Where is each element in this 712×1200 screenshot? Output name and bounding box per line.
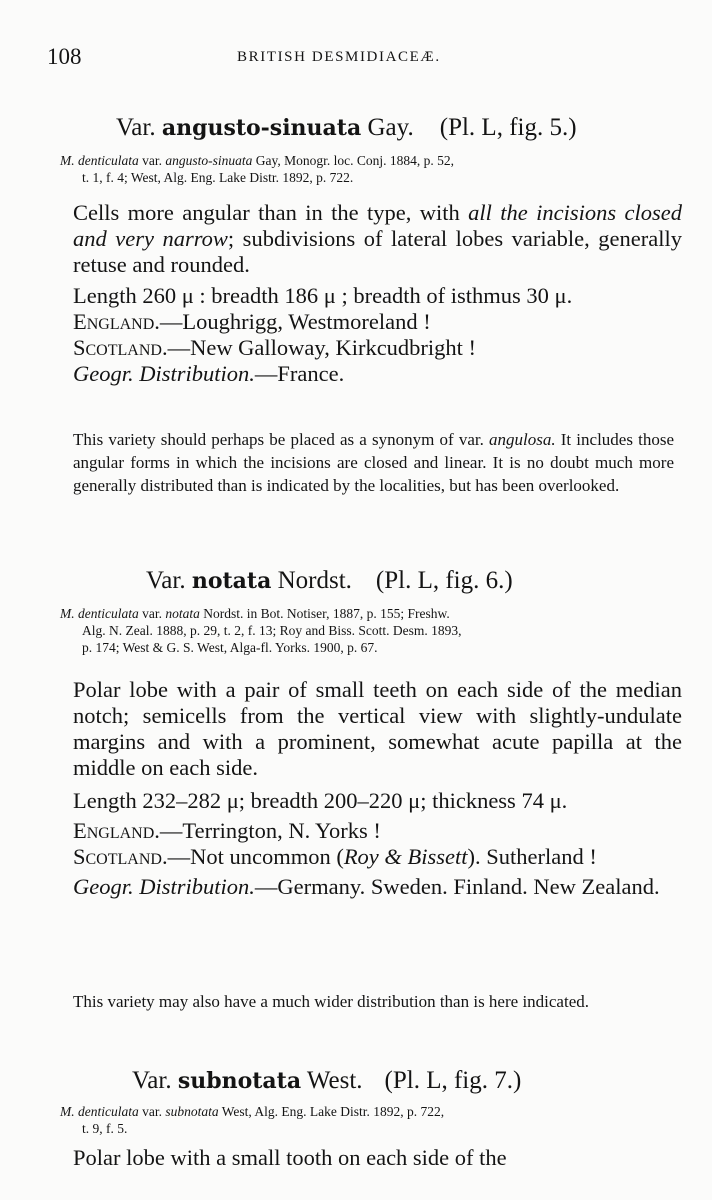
country-label: England.: [73, 818, 160, 843]
desc-text: Polar lobe with a pair of small teeth on each side of the median notch; semicells from the vertical view with slightly-undulate margins and with a prominent, somewhat acute papilla at the middle on each side.: [73, 677, 682, 780]
synonym-text: p. 174; West & G. S. West, Alga-fl. Yorks. 1900, p. 67.: [82, 640, 378, 655]
note-text: This variety should perhaps be placed as a synonym of var.: [73, 430, 490, 449]
desc-italic: all the incisions closed and very narrow: [73, 200, 682, 251]
country-label: Scotland.: [73, 844, 168, 869]
description: [46, 1145, 682, 1171]
locality-text: —Not uncommon (: [167, 844, 344, 869]
desc-text: Polar lobe with a small tooth on each side of the: [73, 1145, 507, 1170]
note-text: This variety may also have a much wider distribution than is here indicated.: [73, 992, 589, 1011]
synonymy: [60, 152, 670, 186]
synonym-genus: M. denticulata: [60, 1104, 139, 1119]
locality-italic: Roy & Bissett: [343, 844, 468, 869]
synonym-text: var.: [138, 153, 166, 168]
plate-reference: (Pl. L, fig. 5.): [439, 114, 577, 141]
locality-text: —Loughrigg, Westmoreland !: [159, 309, 431, 334]
measurements: Length 260 μ : breadth 186 μ ; breadth of isthmus 30 μ.: [73, 283, 573, 308]
heading-author: West.: [301, 1067, 363, 1094]
synonym-text: t. 9, f. 5.: [82, 1121, 128, 1136]
variety-heading: [132, 1067, 521, 1095]
synonym-text: var.: [138, 1104, 166, 1119]
variety-name: subnotata: [177, 1068, 302, 1094]
heading-author: Nordst.: [271, 567, 352, 594]
distribution-label: Geogr. Distribution.: [73, 361, 255, 386]
description: [46, 200, 682, 278]
plate-reference: (Pl. L, fig. 7.): [384, 1067, 522, 1094]
variety-heading: [116, 114, 577, 142]
distribution-label: Geogr. Distribution.: [73, 874, 255, 899]
synonym-genus: M. denticulata: [60, 153, 139, 168]
heading-author: Gay.: [361, 114, 414, 141]
synonym-text: Nordst. in Bot. Notiser, 1887, p. 155; Freshw.: [199, 606, 450, 621]
variety-name: notata: [191, 568, 272, 594]
note-italic: angulosa.: [489, 430, 556, 449]
variety-name: angusto-sinuata: [161, 115, 362, 141]
synonym-variety: notata: [165, 606, 200, 621]
running-head: BRITISH DESMIDIACEÆ.: [237, 49, 441, 65]
country-label: Scotland.: [73, 335, 168, 360]
synonymy: [60, 1103, 670, 1137]
note-text: It includes those angular forms in which the incisions are closed and linear. It is no doubt much more generally distributed than is indicated by the localities, but has been overlooked.: [73, 430, 675, 495]
measurements-block: [46, 283, 682, 387]
synonym-text: Alg. N. Zeal. 1888, p. 29, t. 2, f. 13; Roy and Biss. Scott. Desm. 1893,: [82, 623, 462, 638]
note: [46, 990, 674, 1013]
synonymy: [60, 605, 670, 656]
locality-text: —New Galloway, Kirkcudbright !: [167, 335, 477, 360]
synonym-text: West, Alg. Eng. Lake Distr. 1892, p. 722,: [218, 1104, 445, 1119]
distribution-text: —France.: [254, 361, 345, 386]
plate-reference: (Pl. L, fig. 6.): [375, 567, 513, 594]
heading-prefix: Var.: [132, 1067, 178, 1094]
note: [46, 428, 674, 497]
synonym-text: Gay, Monogr. loc. Conj. 1884, p. 52,: [252, 153, 454, 168]
distribution-text: —Germany. Sweden. Finland. New Zealand.: [254, 874, 660, 899]
synonym-text: t. 1, f. 4; West, Alg. Eng. Lake Distr. 1892, p. 722.: [82, 170, 354, 185]
measurements: Length 232–282 μ; breadth 200–220 μ; thickness 74 μ.: [73, 788, 568, 813]
synonym-genus: M. denticulata: [60, 606, 139, 621]
page-number: 108: [47, 44, 82, 69]
variety-heading: [146, 567, 513, 595]
country-label: England.: [73, 309, 160, 334]
synonym-variety: angusto-sinuata: [165, 153, 253, 168]
heading-prefix: Var.: [116, 114, 162, 141]
locality-text: ). Sutherland !: [467, 844, 597, 869]
synonym-text: var.: [138, 606, 166, 621]
measurements-block: [46, 788, 682, 900]
desc-text: ; subdivisions of lateral lobes variable, generally retuse and rounded.: [73, 226, 682, 277]
heading-prefix: Var.: [146, 567, 192, 594]
locality-text: —Terrington, N. Yorks !: [159, 818, 381, 843]
synonym-variety: subnotata: [165, 1104, 219, 1119]
desc-text: Cells more angular than in the type, with: [73, 200, 469, 225]
description: [46, 677, 682, 781]
